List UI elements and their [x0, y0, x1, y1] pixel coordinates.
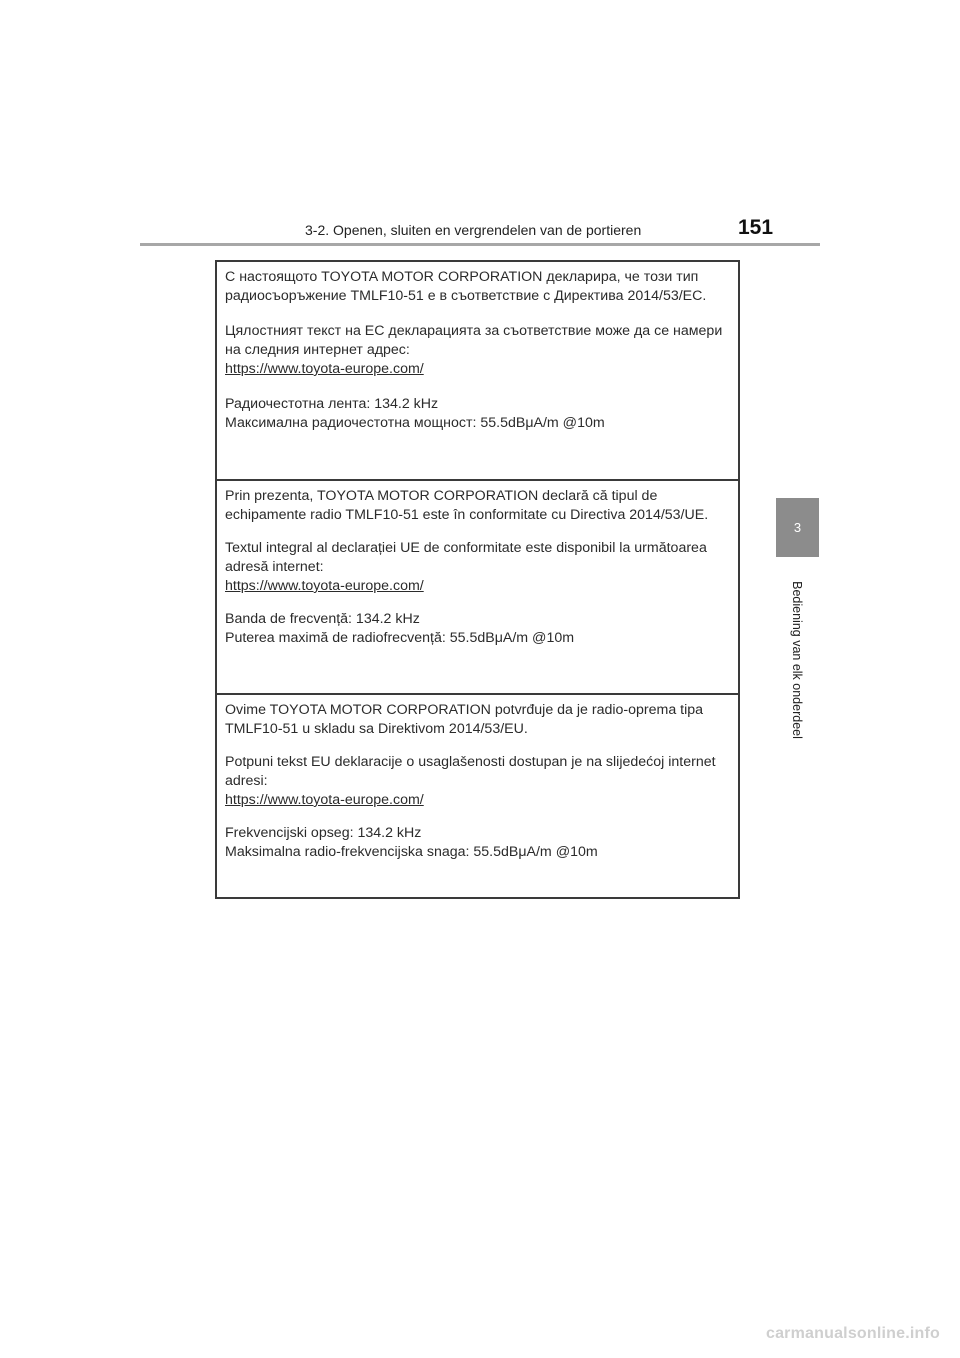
site-watermark: carmanualsonline.info: [765, 1325, 940, 1342]
frequency-band: Радиочестотна лента: 134.2 kHz: [225, 396, 439, 412]
chapter-tab: [776, 498, 819, 557]
max-power: Puterea maximă de radiofrecvență: 55.5dBμA/m @10m: [225, 630, 575, 646]
frequency-band: Frekvencijski opseg: 134.2 kHz: [225, 825, 422, 841]
fulltext-intro: Potpuni tekst EU deklaracije o usaglašenosti dostupan je na slijedećoj internet adresi:: [225, 754, 716, 789]
declaration-statement: Prin prezenta, TOYOTA MOTOR CORPORATION declară că tipul de echipamente radio TMLF10-51 este în conformitate cu Directiva 2014/53/UE.: [225, 488, 709, 523]
page-number: 151: [738, 216, 774, 239]
radio-specs: [225, 824, 730, 862]
header-divider: [140, 243, 820, 246]
declaration-url-link[interactable]: https://www.toyota-europe.com/: [225, 578, 424, 594]
chapter-number: 3: [793, 520, 802, 535]
declaration-fulltext: [225, 753, 730, 810]
radio-specs: [225, 395, 730, 433]
declaration-fulltext: [225, 322, 730, 379]
max-power: Maksimalna radio-frekvencijska snaga: 55.5dBμA/m @10m: [225, 844, 598, 860]
fulltext-intro: Цялостният текст на ЕС декларацията за съответствие може да се намери на следния интернет адрес:: [225, 323, 723, 358]
declaration-url-link[interactable]: https://www.toyota-europe.com/: [225, 792, 424, 808]
declaration-statement: Ovime TOYOTA MOTOR CORPORATION potvrđuje da je radio-oprema tipa TMLF10-51 u skladu sa Direktivom 2014/53/EU.: [225, 702, 704, 737]
running-header-section-title: 3-2. Openen, sluiten en vergrendelen van de portieren: [305, 222, 642, 238]
fulltext-intro: Textul integral al declarației UE de conformitate este disponibil la următoarea adresă internet:: [225, 540, 707, 575]
chapter-side-label: Bediening van elk onderdeel: [790, 581, 804, 739]
declaration-romanian: [217, 481, 738, 695]
radio-specs: [225, 610, 730, 648]
declaration-bulgarian: [217, 262, 738, 481]
declaration-statement: С настоящото TOYOTA MOTOR CORPORATION декларира, че този тип радиосъоръжение TMLF10-51 е в съответствие с Директива 2014/53/ЕС.: [225, 269, 707, 304]
max-power: Максимална радиочестотна мощност: 55.5dBμA/m @10m: [225, 415, 605, 431]
declaration-url-link[interactable]: https://www.toyota-europe.com/: [225, 361, 424, 377]
declaration-croatian: [217, 695, 738, 897]
declaration-box: [215, 260, 740, 899]
frequency-band: Banda de frecvență: 134.2 kHz: [225, 611, 420, 627]
declaration-fulltext: [225, 539, 730, 596]
